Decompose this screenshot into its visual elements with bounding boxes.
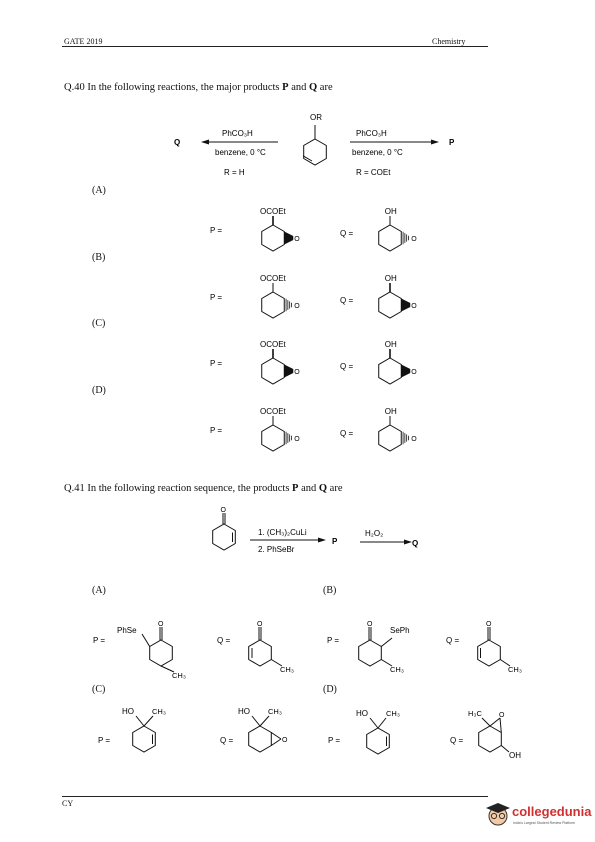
- product-p: P: [449, 138, 455, 147]
- left-condition: R = H: [224, 168, 245, 177]
- epoxide-o: O: [411, 436, 417, 443]
- intermediate-p: P: [332, 537, 338, 546]
- q40-scheme: [160, 105, 470, 185]
- substituent-label: OCOEt: [260, 340, 286, 349]
- ring: [379, 358, 402, 384]
- ring: [379, 425, 402, 451]
- arrowhead-1: [318, 538, 326, 543]
- epoxide-wedge: [284, 365, 293, 378]
- c-p-ho: HO: [122, 707, 134, 716]
- right-reagent-top: PhCO₃H: [356, 129, 387, 138]
- b-p-label: P =: [327, 636, 340, 645]
- reagent-2: 2. PhSeBr: [258, 545, 295, 554]
- a-p-ch3: CH₃: [172, 671, 186, 680]
- d-q-oh: OH: [509, 751, 521, 760]
- ring: [262, 292, 285, 318]
- q40-option-label: (A): [92, 185, 106, 196]
- c-p-ch3: CH₃: [152, 707, 166, 716]
- q-label: Q =: [340, 362, 354, 371]
- svg-text:O: O: [257, 621, 263, 628]
- footer-code: CY: [62, 799, 74, 808]
- epoxide-o: O: [411, 369, 417, 376]
- product-q: Q: [174, 138, 181, 147]
- arrowhead-2: [404, 540, 412, 545]
- c-q-ch3: CH₃: [268, 707, 282, 716]
- substituent-label: OH: [384, 274, 397, 283]
- substituent-label: OCOEt: [260, 274, 286, 283]
- cyclohexene-ring: [304, 139, 327, 165]
- epoxide-o: O: [411, 303, 417, 310]
- ring: [379, 225, 402, 251]
- a-q-label: Q =: [217, 636, 231, 645]
- q41-label-c: (C): [92, 684, 106, 695]
- q40-option-label: (B): [92, 252, 106, 263]
- q-label: Q =: [340, 296, 354, 305]
- q41-label-d: (D): [323, 684, 337, 695]
- epoxide-wedge: [284, 232, 293, 245]
- a-p-phse: PhSe: [117, 626, 137, 635]
- p-label: P =: [210, 426, 223, 435]
- q40-option-structures: [190, 260, 510, 330]
- q40-option-structures: [190, 193, 510, 263]
- a-p-label: P =: [93, 636, 106, 645]
- d-p-ch3: CH₃: [386, 709, 400, 718]
- q-label: Q =: [340, 429, 354, 438]
- svg-text:O: O: [158, 621, 164, 628]
- substituent-label: OCOEt: [260, 207, 286, 216]
- footer-rule: [62, 796, 488, 797]
- right-reagent-bottom: benzene, 0 °C: [352, 148, 403, 157]
- svg-text:O: O: [486, 621, 492, 628]
- p-label: P =: [210, 226, 223, 235]
- header-subject: Chemistry: [432, 37, 466, 46]
- header-rule: [62, 46, 488, 47]
- reagent-1: 1. (CH₃)₂CuLi: [258, 528, 307, 537]
- p-label: P =: [210, 359, 223, 368]
- b-q-ch3: CH₃: [508, 665, 522, 674]
- reagent-3: H₂O₂: [365, 529, 384, 538]
- collegedunia-logo-icon: [483, 800, 513, 826]
- q40-option-structures: [190, 326, 510, 396]
- a-q-ch3: CH₃: [280, 665, 294, 674]
- brand-name: collegedunia: [512, 804, 592, 819]
- svg-text:O: O: [367, 621, 373, 628]
- substituent-label: OH: [384, 407, 397, 416]
- substituent-label: OCOEt: [260, 407, 286, 416]
- left-reagent-bottom: benzene, 0 °C: [215, 148, 266, 157]
- d-q-label: Q =: [450, 736, 464, 745]
- q41-label-a: (A): [92, 585, 106, 596]
- right-condition: R = COEt: [356, 168, 391, 177]
- b-p-ch3: CH₃: [390, 665, 404, 674]
- header-exam: GATE 2019: [64, 37, 103, 46]
- epoxide-o: O: [294, 236, 300, 243]
- d-p-label: P =: [328, 736, 341, 745]
- substituent-label: OH: [384, 340, 397, 349]
- p-label: P =: [210, 293, 223, 302]
- q40-number: Q.40: [64, 82, 85, 93]
- c-p-label: P =: [98, 736, 111, 745]
- q41-stem: Q.41 In the following reaction sequence, the products P and Q are: [64, 483, 343, 494]
- svg-text:O: O: [499, 712, 505, 719]
- q41-number: Q.41: [64, 483, 85, 494]
- q40-option-label: (C): [92, 318, 106, 329]
- ring: [262, 225, 285, 251]
- cyclohexenone-ring: [213, 524, 236, 550]
- epoxide-o: O: [294, 436, 300, 443]
- b-p-seph: SePh: [390, 626, 410, 635]
- right-arrowhead: [431, 140, 439, 145]
- left-arrowhead: [201, 140, 209, 145]
- epoxide-o: O: [294, 369, 300, 376]
- q40-option-structures: [190, 393, 510, 463]
- q-label: Q =: [340, 229, 354, 238]
- q40-option-label: (D): [92, 385, 106, 396]
- d-p-ho: HO: [356, 709, 368, 718]
- or-substituent: OR: [310, 113, 322, 122]
- epoxide-o: O: [411, 236, 417, 243]
- svg-text:O: O: [282, 737, 288, 744]
- brand-tagline: India's Largest Student Review Platform: [513, 821, 576, 825]
- ring: [262, 358, 285, 384]
- c-q-label: Q =: [220, 736, 234, 745]
- ring: [379, 292, 402, 318]
- q41-options: [0, 600, 595, 780]
- epoxide-o: O: [294, 303, 300, 310]
- c-q-ho: HO: [238, 707, 250, 716]
- epoxide-wedge: [401, 365, 410, 378]
- ring: [262, 425, 285, 451]
- left-reagent-top: PhCO₃H: [222, 129, 253, 138]
- q41-scheme: [190, 505, 430, 565]
- epoxide-wedge: [401, 299, 410, 312]
- product-q41: Q: [412, 539, 419, 548]
- carbonyl-o: O: [220, 507, 226, 514]
- q41-label-b: (B): [323, 585, 337, 596]
- substituent-label: OH: [384, 207, 397, 216]
- b-q-label: Q =: [446, 636, 460, 645]
- d-q-h3c: H₃C: [468, 709, 482, 718]
- q40-stem: Q.40 In the following reactions, the major products P and Q are: [64, 82, 333, 93]
